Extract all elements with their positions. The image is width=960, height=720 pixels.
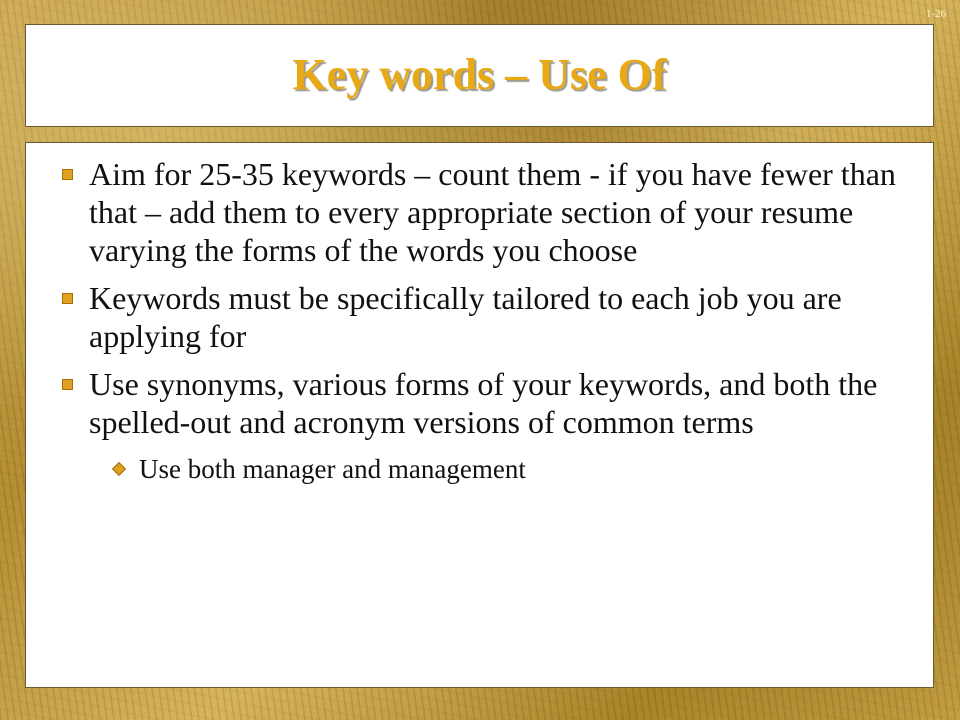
- bullet-list: [62, 155, 913, 485]
- diamond-bullet-icon: [112, 462, 126, 476]
- slide-title: Key words – Use Of: [292, 50, 667, 99]
- sub-bullet-list: [89, 453, 913, 485]
- bullet-item: [62, 155, 913, 269]
- bullet-text: Use synonyms, various forms of your keywords, and both the spelled-out and acronym versions of common terms: [89, 366, 878, 440]
- bullet-item: [62, 365, 913, 485]
- square-bullet-icon: [62, 293, 73, 304]
- sub-bullet-item: [111, 453, 913, 485]
- bullet-text: Aim for 25-35 keywords – count them - if you have fewer than that – add them to every appropriate section of your resume varying the forms of the words you choose: [89, 156, 896, 268]
- slide-number: 1-26: [925, 8, 946, 20]
- title-panel: [25, 24, 934, 127]
- bullet-text: Keywords must be specifically tailored to each job you are applying for: [89, 280, 842, 354]
- bullet-item: [62, 279, 913, 355]
- sub-bullet-text: Use both manager and management: [139, 454, 526, 484]
- content-panel: [25, 142, 934, 688]
- square-bullet-icon: [62, 169, 73, 180]
- square-bullet-icon: [62, 379, 73, 390]
